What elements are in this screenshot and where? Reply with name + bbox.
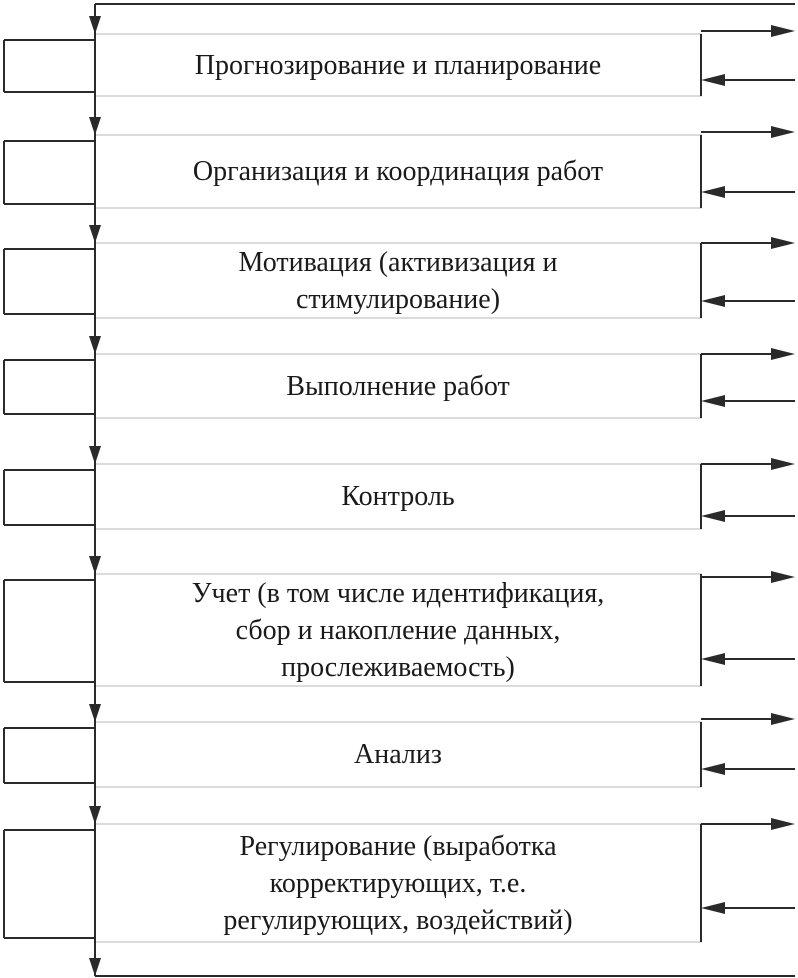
output-arrow-organization-coordination xyxy=(771,126,795,138)
output-arrow-control xyxy=(771,458,795,470)
down-arrow-4 xyxy=(89,446,101,464)
step-text-line: регулирующих, воздействий) xyxy=(223,904,573,936)
step-text-line: Учет (в том числе идентификация, xyxy=(191,577,605,609)
down-arrow-8 xyxy=(89,958,101,976)
down-arrow-2 xyxy=(89,225,101,243)
output-arrow-regulation xyxy=(771,818,795,830)
output-arrow-accounting xyxy=(771,571,795,583)
down-arrow-1 xyxy=(89,117,101,135)
step-text-line: стимулирование) xyxy=(295,283,501,315)
step-label-forecasting-planning xyxy=(95,34,701,96)
step-text-line: прослеживаемость) xyxy=(281,651,515,683)
feedback-arrow-control xyxy=(701,510,725,522)
down-arrow-6 xyxy=(89,704,101,722)
step-label-accounting xyxy=(95,574,701,686)
output-arrow-analysis xyxy=(771,713,795,725)
feedback-arrow-motivation xyxy=(701,295,725,307)
step-text-line: Организация и координация работ xyxy=(192,156,604,187)
step-label-organization-coordination xyxy=(95,135,701,208)
step-text-line: Регулирование (выработка xyxy=(239,830,557,862)
output-arrow-forecasting-planning xyxy=(771,25,795,37)
step-text-line: Выполнение работ xyxy=(286,370,510,402)
feedback-arrow-analysis xyxy=(701,763,725,775)
feedback-arrow-regulation xyxy=(701,902,725,914)
step-label-analysis xyxy=(95,722,701,787)
feedback-arrow-accounting xyxy=(701,653,725,665)
feedback-arrow-forecasting-planning xyxy=(701,74,725,86)
step-text-line: корректирующих, т.е. xyxy=(269,867,527,899)
output-arrow-motivation xyxy=(771,237,795,249)
feedback-arrow-organization-coordination xyxy=(701,186,725,198)
step-text-line: сбор и накопление данных, xyxy=(235,614,561,646)
step-label-execution xyxy=(95,354,701,418)
entry-arrow xyxy=(89,16,101,34)
step-text-line: Контроль xyxy=(341,481,455,512)
step-text-line: Мотивация (активизация и xyxy=(238,246,558,278)
step-text-line: Анализ xyxy=(354,739,442,770)
down-arrow-5 xyxy=(89,556,101,574)
feedback-arrow-execution xyxy=(701,395,725,407)
down-arrow-3 xyxy=(89,336,101,354)
step-label-motivation xyxy=(95,243,701,318)
output-arrow-execution xyxy=(771,348,795,360)
step-text-line: Прогнозирование и планирование xyxy=(194,49,602,81)
step-label-control xyxy=(95,464,701,529)
step-label-regulation xyxy=(95,824,701,942)
down-arrow-7 xyxy=(89,806,101,824)
